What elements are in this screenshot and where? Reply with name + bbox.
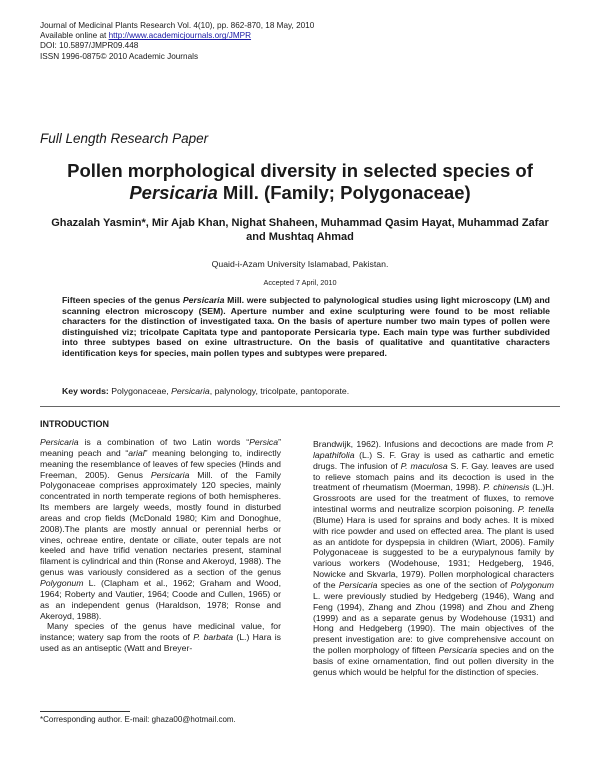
species-name: P. maculosa (400, 460, 448, 471)
text-run: ” meaning belonging to, indirectly meaning the resemblance of leaves of few species (Hinds and Freeman, 2005). Genus (40, 447, 281, 480)
corresponding-author-footnote: *Corresponding author. E-mail: ghaza00@hotmail.com. (40, 715, 236, 724)
journal-citation: Journal of Medicinal Plants Research Vol. 4(10), pp. 862-870, 18 May, 2010 (40, 21, 315, 30)
title-line-2 (40, 182, 560, 204)
footnote-divider (40, 711, 130, 712)
text-run: Brandwijk, 1962). Infusions and decoctions are made from (313, 439, 547, 449)
genus-name: Polygonum (40, 577, 84, 588)
latin-word: arial (128, 447, 145, 458)
left-column (40, 437, 281, 654)
species-name: P. tenella (517, 504, 554, 515)
text-run: Mill. of the Family Polygonaceae comprises approximately 120 species, mainly concentrated in north temperate regions of both hemispheres. Its members are largely weeds, mostly found in disturbed areas and crop fields (McDonald 1980; Kim and Donoghue, 2008).The plants are mostly annual or perennial herbs or vines, ochreae entire, dentate or ciliate, outer tepals are not keeled and have trifid venation nectaries present, staminal filament is cylindrical and thin (Ronse and Akeroyd, 1988). The genus was variously considered as a section of the genus (40, 469, 281, 578)
affiliation: Quaid-i-Azam University Islamabad, Pakistan. (211, 259, 389, 269)
latin-word: Persica (249, 437, 279, 447)
journal-url-link[interactable]: http://www.academicjournals.org/JMPR (108, 31, 252, 41)
abstract (62, 295, 550, 358)
keywords-label: Key words: (62, 386, 109, 396)
online-availability (40, 31, 440, 41)
species-name: P. barbata (193, 632, 234, 643)
authors: Ghazalah Yasmin*, Mir Ajab Khan, Nighat Shaheen, Muhammad Qasim Hayat, Muhammad Zafar and Mushtaq Ahmad (51, 217, 549, 243)
accepted-date: Accepted 7 April, 2010 (263, 278, 337, 287)
issn: ISSN 1996-0875© 2010 Academic Journals (40, 51, 199, 61)
abstract-text-1: Fifteen species of the genus (62, 295, 183, 305)
genus-name: Polygonum (510, 579, 554, 590)
right-column (313, 439, 554, 678)
text-run: (L.) S. F. Gray is used as cathartic and emetic drugs. The infusion of (313, 449, 554, 471)
paper-type: Full Length Research Paper (40, 131, 209, 146)
section-divider (40, 406, 560, 407)
species-name: P. chinensis (483, 482, 530, 493)
species-name: P. lapathifolia (313, 439, 554, 460)
online-prefix: Available online at (40, 31, 109, 41)
intro-paragraph-1 (40, 437, 281, 621)
keywords (62, 386, 550, 397)
text-run: L. (Clapham et al., 1962; Graham and Wood, 1964; Roberty and Vautier, 1964; Coode and Cullen, 1965) or as an independent genus (Haraldson, 1978; Ronse and Akeroyd, 1988). (40, 577, 281, 621)
keywords-text-1: Polygonaceae, (108, 386, 172, 396)
text-run: ” meaning peach and “ (40, 437, 281, 458)
genus-name: Persicaria (150, 469, 190, 480)
genus-name: Persicaria (40, 437, 79, 447)
doi: DOI: 10.5897/JMPR09.448 (40, 41, 139, 51)
text-run: (Blume) Hara is used for sprains and body aches. It is mixed with rice powder and used on effected area. The plant is used as an antidote for dyspepsia in children (Wiart, 2006). Family Polygonaceae is suggested to be a eurypalynous family by various workers (Wodehouse, 1931; Hedgeberg, 1946, Nowicke and Skvarla, 1979). Pollen morphological characters of the (313, 514, 554, 590)
intro-paragraph-2 (40, 621, 281, 654)
introduction-heading: INTRODUCTION (40, 419, 109, 429)
abstract-genus: Persicaria (182, 295, 225, 305)
genus-name: Persicaria (338, 579, 378, 590)
text-run: (L.) Hara is used as an antiseptic (Watt and Breyer- (40, 632, 281, 654)
text-run: (L.)H. Grossroots are used for the treatment of fluxes, to remove intestinal worms and neutralize scorpion poisoning. (313, 482, 554, 515)
text-run: species as one of the section of (377, 579, 511, 590)
intro-paragraph-3 (313, 439, 554, 678)
text-run: Many species of the genus have medicinal value, for instance; watery sap from the roots of (40, 621, 281, 643)
title-line-1: Pollen morphological diversity in selected species of (67, 160, 533, 181)
text-run: species and on the basis of exine ornamentation, find out pollen diversity in the genus which would be helpful for the distinction of species. (313, 645, 554, 677)
paper-title (40, 160, 560, 204)
abstract-text-2: Mill. were subjected to palynological studies using light microscopy (LM) and scanning electron microscopy (SEM). Aperture number and exine sculpturing were found to be most reliable characters for the distinction of investigated taxa. On the basis of aperture number two main types of pollen were distinguished viz; tricolpate Capitata type and pantoporate Persicaria type. Each main type was further subdivided into three subtypes based on exine ultrastructure. On the basis of qualitative and quantitative characters identification keys for species, main pollen types and subtypes were prepared. (62, 295, 550, 358)
title-genus: Persicaria (129, 182, 218, 203)
title-line-2-rest: Mill. (Family; Polygonaceae) (217, 182, 471, 203)
keywords-genus: Persicaria (171, 386, 210, 396)
genus-name: Persicaria (438, 645, 478, 656)
text-run: S. F. Gay. leaves are used to relieve stomach pains and its decoction is used in the treatment of rheumatism (Moerman, 1998). (313, 460, 554, 493)
journal-header (40, 21, 440, 62)
keywords-text-2: , palynology, tricolpate, pantoporate. (209, 386, 350, 396)
text-run: L. were previously studied by Hedgeberg (1946), Wang and Feng (1994), Zhang and Zhou (1998) and Zhou and Zheng (1999) and as a separate genus by Wodehouse (1931) and Hong and Hedgeberg (1990). The main objectives of the present investigation are: to give comprehensive account on the pollen morphology of fifteen (313, 590, 554, 656)
text-run: is a combination of two Latin words “ (78, 437, 250, 447)
